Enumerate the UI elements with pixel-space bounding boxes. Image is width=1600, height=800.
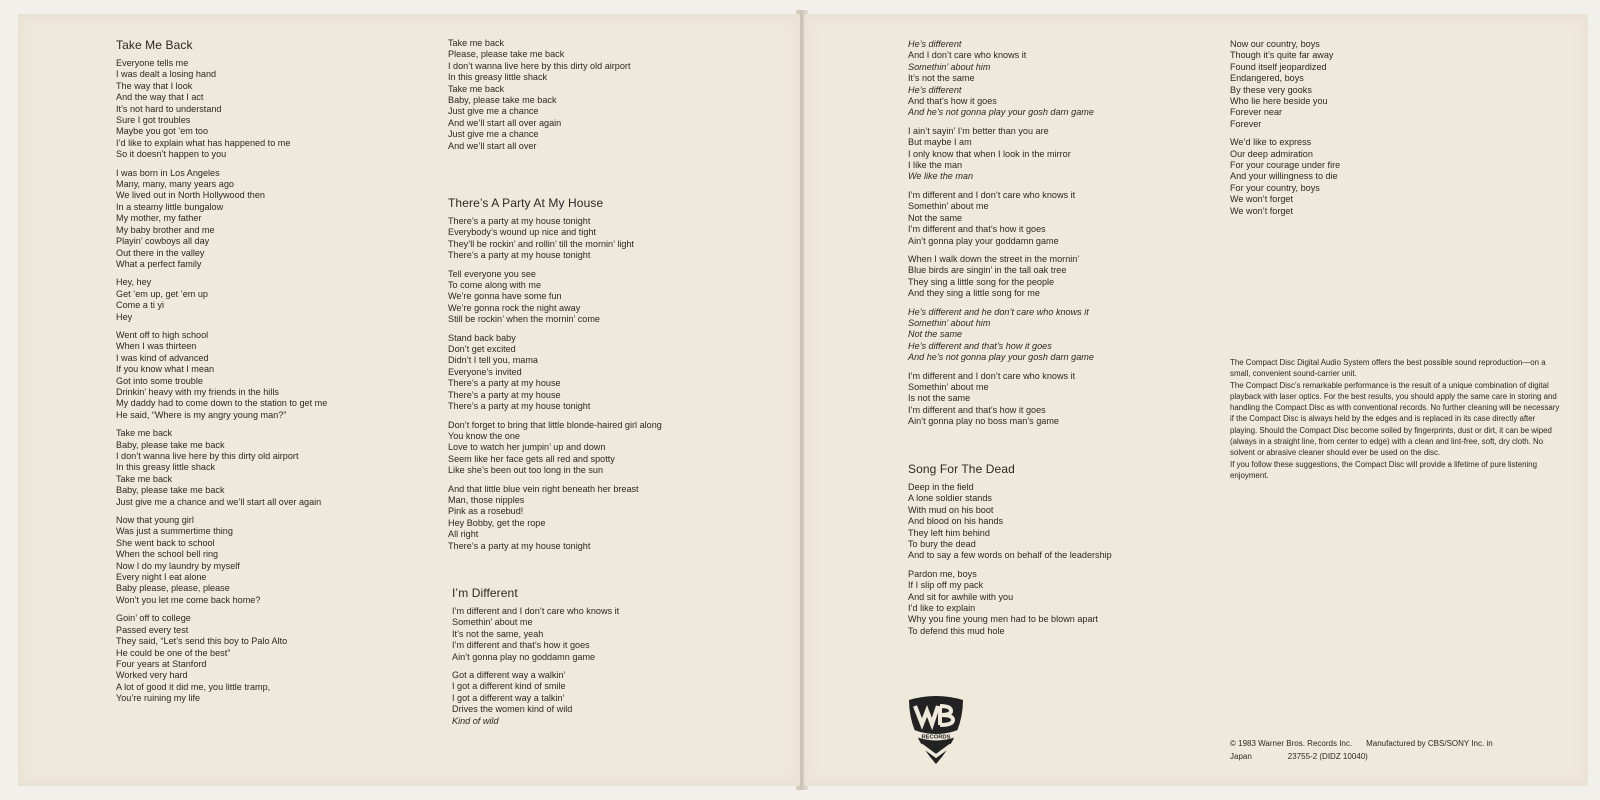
- lyric-line: Our deep admiration: [1230, 148, 1313, 159]
- lyric-line: My mother, my father: [116, 213, 202, 224]
- lyric-line: I’m different and I don’t care who knows it: [908, 370, 1076, 381]
- lyric-line: She went back to school: [116, 537, 215, 548]
- lyric-line: There’s a party at my house tonight: [448, 250, 591, 261]
- lyric-line: When I was thirteen: [116, 341, 197, 352]
- catalog-number: 23755-2 (DIDZ 10040): [1287, 751, 1368, 761]
- lyric-line: We won’t forget: [1230, 205, 1294, 216]
- lyric-line: Deep in the field: [908, 482, 974, 492]
- lyric-line: Baby, please take me back: [116, 439, 225, 450]
- lyric-line: Somethin’ about me: [908, 201, 989, 212]
- lyric-line: Worked very hard: [116, 670, 188, 681]
- copyright-line: © 1983 Warner Bros. Records Inc.: [1230, 739, 1353, 748]
- lyric-line: We’d like to express: [1230, 137, 1312, 148]
- lyric-line: But maybe I am: [908, 137, 972, 148]
- lyric-line: To bury the dead: [908, 539, 976, 550]
- stanza: [1230, 39, 1530, 130]
- stanza: [452, 606, 752, 663]
- lyric-line: I’m different and that’s how it goes: [452, 640, 590, 651]
- lyric-line: When I walk down the street in the mornin’: [908, 253, 1080, 264]
- lyric-line: I’m different and that’s how it goes: [908, 404, 1046, 415]
- lyric-line: And I don’t care who knows it: [908, 50, 1027, 61]
- lyric-line: Just give me a chance and we’ll start all over again: [116, 496, 322, 507]
- lyric-line: Went off to high school: [116, 329, 209, 340]
- lyric-line: Won’t you let me come back home?: [116, 594, 261, 605]
- lyric-line: Take me back: [116, 428, 173, 439]
- lyric-line: The way that I look: [116, 80, 193, 91]
- lyric-line: There’s a party at my house tonight: [448, 401, 591, 412]
- lyric-line: He’s different: [908, 39, 962, 49]
- lyric-line: Take me back: [448, 38, 505, 48]
- lyric-line: I got a different way a talkin’: [452, 692, 565, 703]
- lyric-line: Forever: [1230, 118, 1262, 129]
- lyric-line: We lived out in North Hollywood then: [116, 190, 265, 201]
- song-for-the-dead-column: [908, 462, 1208, 644]
- song-title-different: I’m Different: [452, 586, 518, 600]
- lyric-line: I got a different kind of smile: [452, 681, 566, 692]
- lyric-line: Pink as a rosebud!: [448, 506, 524, 517]
- lyric-line: Was just a summertime thing: [116, 526, 233, 537]
- stanza: [908, 190, 1208, 247]
- lyric-line: Drinkin’ heavy with my friends in the hills: [116, 386, 279, 397]
- logo-records-text: RECORDS: [921, 734, 951, 741]
- lyric-line: Why you fine young men had to be blown apart: [908, 614, 1099, 625]
- lyric-line: We like the man: [908, 171, 974, 182]
- lyric-line: Everyone tells me: [116, 58, 189, 68]
- lyric-line: Like she’s been out too long in the sun: [448, 465, 604, 476]
- copyright-country: Japan: [1230, 751, 1252, 761]
- lyric-line: Endangered, boys: [1230, 73, 1304, 84]
- lyric-line: He could be one of the best”: [116, 647, 231, 658]
- lyric-line: And he’s not gonna play your gosh darn game: [908, 352, 1094, 363]
- lyrics-different: [452, 606, 752, 716]
- lyric-line: To come along with me: [448, 280, 542, 291]
- lyric-line: They sing a little song for the people: [908, 276, 1055, 287]
- lyric-line: Got into some trouble: [116, 375, 203, 386]
- lyric-line: Everyone’s invited: [448, 366, 522, 377]
- lyric-line: And we’ll start all over again: [448, 117, 562, 128]
- song-title-song-for-the-dead: Song For The Dead: [908, 462, 1015, 476]
- lyric-line: Ain’t gonna play no boss man’s game: [908, 416, 1059, 427]
- lyric-line: A lot of good it did me, you little tramp,: [116, 681, 271, 692]
- lyrics-party: [448, 216, 748, 552]
- lyric-line: There’s a party at my house tonight: [448, 540, 591, 551]
- lyric-line: Goin’ off to college: [116, 613, 191, 624]
- lyric-line: Somethin’ about me: [452, 617, 533, 628]
- copyright-block: [1230, 738, 1493, 763]
- different-continued-column: [908, 39, 1208, 435]
- lyric-line: Pardon me, boys: [908, 568, 977, 579]
- lyric-line: Just give me a chance: [448, 129, 539, 140]
- notice-paragraph-1: The Compact Disc Digital Audio System offers the best possible sound reproduction—on a small, convenient sound-carrier unit.: [1230, 358, 1546, 379]
- lyric-line: Everybody’s wound up nice and tight: [448, 227, 596, 238]
- lyric-line: Don’t forget to bring that little blonde-haired girl along: [448, 419, 662, 430]
- lyric-line: I like the man: [908, 160, 963, 171]
- lyric-line: Got a different way a walkin’: [452, 670, 566, 681]
- lyric-line: Forever near: [1230, 107, 1283, 118]
- stanza: [908, 254, 1208, 300]
- lyric-line: Seem like her face gets all red and spotty: [448, 453, 615, 464]
- lyric-line: And your willingness to die: [1230, 171, 1338, 182]
- stanza: [908, 569, 1208, 637]
- lyric-line: Baby please, please, please: [116, 583, 230, 594]
- lyric-line-kind-of-wild: Kind of wild: [452, 715, 499, 726]
- lyric-line: Ain’t gonna play your goddamn game: [908, 235, 1059, 246]
- lyric-line: We’re gonna have some fun: [448, 291, 562, 302]
- lyric-line: He’s different and he don’t care who knows it: [908, 306, 1089, 317]
- lyric-line: Four years at Stanford: [116, 658, 207, 669]
- lyric-line: You know the one: [448, 430, 520, 441]
- song-for-the-dead-continued-column: [1230, 39, 1530, 224]
- lyric-line: In this greasy little shack: [116, 462, 216, 473]
- stanza: [908, 371, 1208, 428]
- stanza: [116, 613, 416, 704]
- lyric-line: Though it’s quite far away: [1230, 50, 1334, 61]
- compact-disc-notice: [1230, 357, 1560, 481]
- lyric-line: It’s not the same, yeah: [452, 628, 544, 639]
- lyric-line: All right: [448, 529, 479, 540]
- lyric-line: Hey: [116, 311, 133, 322]
- stanza: [116, 330, 416, 421]
- lyric-line: Is not the same: [908, 393, 971, 404]
- lyric-line: For your courage under fire: [1230, 160, 1341, 171]
- lyric-line: I was dealt a losing hand: [116, 69, 217, 80]
- stanza: [908, 126, 1208, 183]
- lyric-line: There’s a party at my house: [448, 389, 561, 400]
- lyric-line: A lone soldier stands: [908, 493, 992, 504]
- lyric-line: I’m different and I don’t care who knows it: [908, 189, 1076, 200]
- stanza: [116, 428, 416, 508]
- lyric-line: There’s a party at my house tonight: [448, 216, 591, 226]
- stanza: [448, 420, 748, 477]
- lyric-line: Now I do my laundry by myself: [116, 560, 240, 571]
- lyric-line: I was kind of advanced: [116, 352, 209, 363]
- lyric-line: I’d like to explain: [908, 603, 976, 614]
- lyrics-song-for-the-dead: [908, 482, 1208, 637]
- manufactured-by: Manufactured by CBS/SONY Inc. in: [1366, 739, 1493, 748]
- stanza: [452, 670, 752, 716]
- lyric-line: And to say a few words on behalf of the leadership: [908, 550, 1112, 561]
- lyric-line: Somethin’ about me: [908, 381, 989, 392]
- lyric-line: If you know what I mean: [116, 364, 215, 375]
- lyric-line: It’s not hard to understand: [116, 103, 222, 114]
- lyric-line: Stand back baby: [448, 332, 516, 343]
- lyrics-take-me-back-continued: [448, 38, 748, 152]
- take-me-back-column: [116, 38, 416, 712]
- lyric-line: Tell everyone you see: [448, 268, 536, 279]
- stanza: [448, 38, 748, 152]
- lyric-line: In a steamy little bungalow: [116, 201, 224, 212]
- lyric-line: You’re ruining my life: [116, 693, 201, 704]
- lyric-line: If I slip off my pack: [908, 580, 984, 591]
- lyric-line: What a perfect family: [116, 258, 202, 269]
- lyric-line: I ain’t sayin’ I’m better than you are: [908, 125, 1049, 136]
- lyric-line: Not the same: [908, 329, 963, 340]
- lyric-line: I’d like to explain what has happened to me: [116, 137, 291, 148]
- lyric-line: I don’t wanna live here by this dirty old airport: [116, 451, 299, 461]
- lyric-line: Maybe you got ’em too: [116, 126, 208, 137]
- lyric-line: Love to watch her jumpin’ up and down: [448, 442, 606, 453]
- stanza: [448, 216, 748, 262]
- lyric-line: By these very gooks: [1230, 84, 1312, 95]
- stanza: [908, 482, 1208, 562]
- lyric-line: And sit for awhile with you: [908, 591, 1014, 602]
- lyric-line: He said, “Where is my angry young man?”: [116, 409, 287, 420]
- lyric-line: I was born in Los Angeles: [116, 167, 220, 178]
- lyric-line: He’s different and that’s how it goes: [908, 340, 1052, 351]
- lyric-line: Ain’t gonna play no goddamn game: [452, 651, 596, 662]
- lyric-line: Now our country, boys: [1230, 39, 1320, 49]
- lyric-line: And we’ll start all over: [448, 140, 537, 151]
- lyric-line: And that little blue vein right beneath her breast: [448, 483, 639, 494]
- lyric-line: They said, “Let’s send this boy to Palo Alto: [116, 636, 288, 647]
- lyric-line: Just give me a chance: [448, 106, 539, 117]
- lyric-line: Get ’em up, get ’em up: [116, 288, 208, 299]
- lyric-line: And blood on his hands: [908, 516, 1004, 527]
- warner-bros-logo-icon: [905, 694, 967, 766]
- lyrics-different-continued: [908, 39, 1208, 428]
- lyric-line: Somethin’ about him: [908, 61, 991, 72]
- lyrics-take-me-back: [116, 58, 416, 705]
- stanza: [116, 515, 416, 606]
- lyrics-song-for-the-dead-continued: [1230, 39, 1530, 217]
- song-title-party: There’s A Party At My House: [448, 196, 604, 210]
- lyric-line: With mud on his boot: [908, 504, 994, 515]
- lyric-line: My daddy had to come down to the station to get me: [116, 398, 328, 409]
- lyric-line: Drives the women kind of wild: [452, 704, 573, 715]
- lyric-line: I don’t wanna live here by this dirty old airport: [448, 60, 631, 71]
- lyric-line: Please, please take me back: [448, 49, 565, 60]
- lyric-line: And they sing a little song for me: [908, 288, 1040, 299]
- lyric-line: Many, many, many years ago: [116, 179, 234, 190]
- lyric-line: Now that young girl: [116, 515, 194, 526]
- lyric-line: Somethin’ about him: [908, 317, 991, 328]
- lyric-line: So it doesn’t happen to you: [116, 149, 227, 160]
- lyric-line: I’m different and that’s how it goes: [908, 224, 1046, 235]
- lyric-line: Didn’t I tell you, mama: [448, 355, 538, 366]
- lyric-line: I only know that when I look in the mirror: [908, 148, 1071, 159]
- lyric-line: Take me back: [116, 473, 173, 484]
- stanza: [448, 333, 748, 413]
- lyric-line: It’s not the same: [908, 73, 975, 84]
- lyric-line: Hey Bobby, get the rope: [448, 517, 546, 528]
- lyric-line: Come a ti yi: [116, 300, 165, 311]
- lyric-line: Baby, please take me back: [116, 485, 225, 496]
- lyric-line: They’ll be rockin’ and rollin’ till the mornin’ light: [448, 238, 634, 249]
- lyric-line: We’re gonna rock the night away: [448, 302, 581, 313]
- lyric-line: He’s different: [908, 84, 962, 95]
- lyric-line: Not the same: [908, 212, 963, 223]
- lyric-line: To defend this mud hole: [908, 625, 1005, 636]
- lyric-line: Playin’ cowboys all day: [116, 236, 210, 247]
- lyric-line: Found itself jeopardized: [1230, 61, 1327, 72]
- stanza: [116, 277, 416, 323]
- song-title-take-me-back: Take Me Back: [116, 38, 193, 52]
- lyric-line: Every night I eat alone: [116, 572, 207, 583]
- stanza: [1230, 137, 1530, 217]
- lyric-line: Out there in the valley: [116, 247, 205, 258]
- lyric-line: Don’t get excited: [448, 344, 516, 355]
- lyric-line: My baby brother and me: [116, 224, 215, 235]
- stanza: [448, 269, 748, 326]
- lyric-line: Take me back: [448, 83, 505, 94]
- take-me-back-continued-column: [448, 38, 748, 159]
- notice-paragraph-3: If you follow these suggestions, the Compact Disc will provide a lifetime of pure listening enjoyment.: [1230, 459, 1538, 480]
- stanza: [116, 58, 416, 161]
- lyric-line: Sure I got troubles: [116, 115, 191, 126]
- lyric-line: For your country, boys: [1230, 182, 1320, 193]
- lyric-line: I’m different and I don’t care who knows it: [452, 606, 620, 616]
- party-column: [448, 196, 748, 559]
- lyric-line: Who lie here beside you: [1230, 96, 1328, 107]
- notice-paragraph-2: The Compact Disc’s remarkable performance is the result of a unique combination of digital playback with laser optics. For the best results, you should apply the same care in storing and handling the Compact Disc as with conventional records. No further cleaning will be necessary if the Compact Disc is always held by the edges and is replaced in its case directly after playing. Should the Compact Disc become soiled by fingerprints, dust or dirt, it can be wiped (always in a straight line, from center to edge) with a clean and lint-free, soft, dry cloth. No solvent or abrasive cleaner should ever be used on the disc.: [1230, 380, 1560, 458]
- lyric-line: And the way that I act: [116, 92, 204, 103]
- lyric-line: And he’s not gonna play your gosh darn game: [908, 107, 1094, 118]
- lyric-line: And that’s how it goes: [908, 96, 997, 107]
- lyric-line: We won’t forget: [1230, 194, 1294, 205]
- stanza: [908, 307, 1208, 364]
- lyric-line: Hey, hey: [116, 277, 152, 288]
- lyric-line: Still be rockin’ when the mornin’ come: [448, 314, 600, 325]
- lyric-line: In this greasy little shack: [448, 72, 548, 83]
- lyric-line: Man, those nipples: [448, 494, 525, 505]
- stanza: [908, 39, 1208, 119]
- stanza: [448, 484, 748, 552]
- lyric-line: When the school bell ring: [116, 549, 219, 560]
- stanza: [116, 168, 416, 271]
- different-column: [452, 586, 752, 727]
- lyric-line: There’s a party at my house: [448, 378, 561, 389]
- lyric-line: Blue birds are singin’ in the tall oak tree: [908, 265, 1067, 276]
- lyric-line: They left him behind: [908, 527, 990, 538]
- lyric-line: Passed every test: [116, 624, 189, 635]
- lyric-line: Baby, please take me back: [448, 95, 557, 106]
